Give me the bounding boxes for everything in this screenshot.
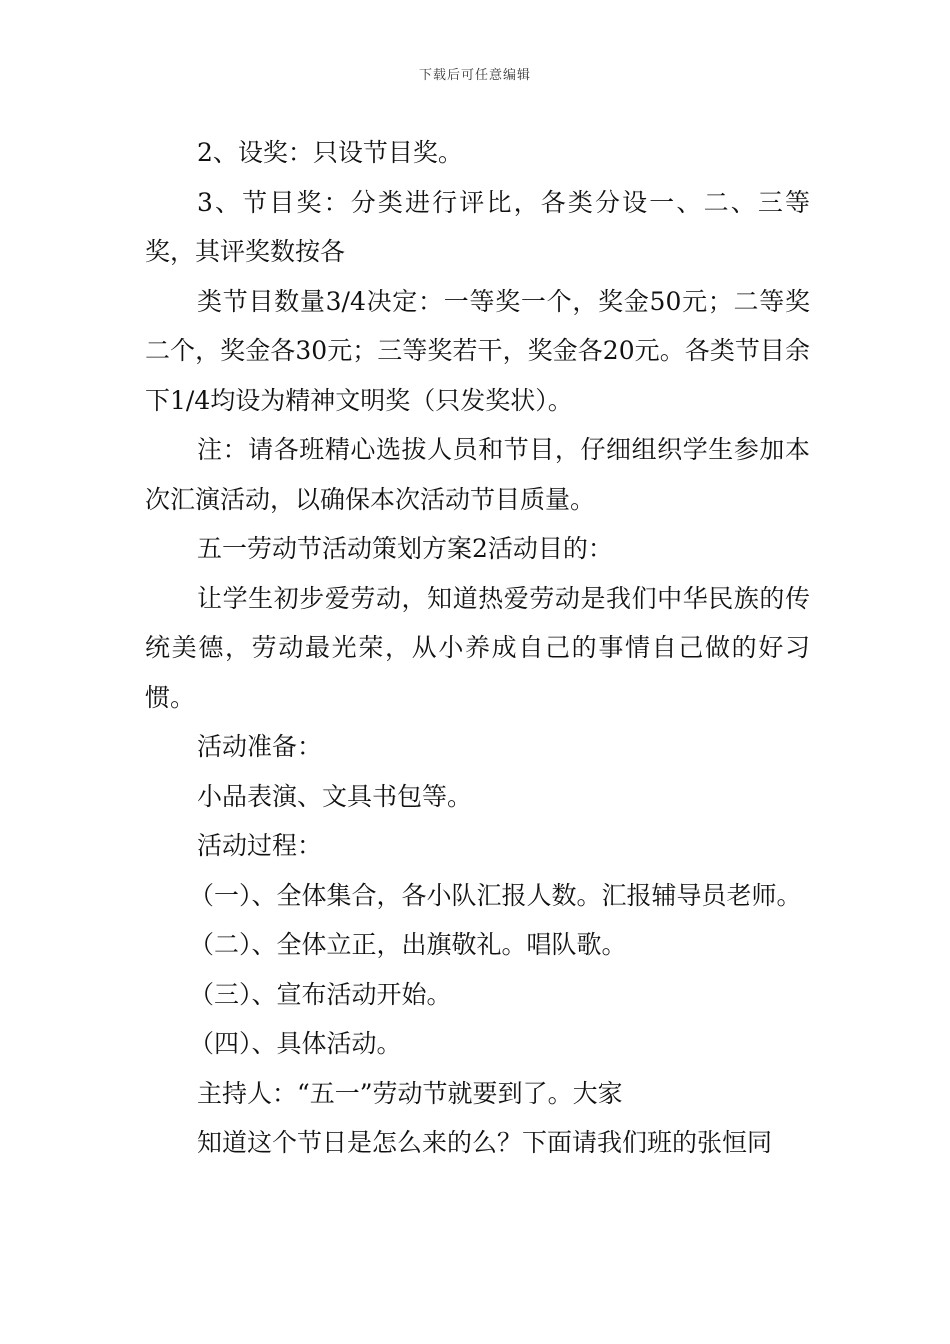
paragraph-program-award: 3、节目奖：分类进行评比，各类分设一、二、三等奖，其评奖数按各 <box>145 187 810 266</box>
paragraph-award-detail: 类节目数量3/4决定：一等奖一个，奖金50元；二等奖二个，奖金各30元；三等奖若干，奖金各20元。各类节目余下1/4均设为精神文明奖（只发奖状）。 <box>145 286 810 415</box>
paragraph-host-line: 主持人：“五一”劳动节就要到了。大家 <box>197 1078 623 1108</box>
paragraph-purpose: 让学生初步爱劳动，知道热爱劳动是我们中华民族的传统美德，劳动最光荣，从小养成自己的事情自己做的好习惯。 <box>145 583 810 712</box>
paragraph-step-4: （四）、具体活动。 <box>189 1029 402 1058</box>
paragraph-plan-title: 五一劳动节活动策划方案2活动目的： <box>197 534 613 563</box>
page-header: 下载后可任意编辑 <box>418 68 531 83</box>
paragraph-process-heading: 活动过程： <box>197 831 323 860</box>
paragraph-note: 注：请各班精心选拔人员和节目，仔细组织学生参加本次汇演活动，以确保本次活动节目质量。 <box>145 435 810 514</box>
paragraph-step-3: （三）、宣布活动开始。 <box>189 979 452 1009</box>
paragraph-host-question: 知道这个节日是怎么来的么？下面请我们班的张恒同 <box>197 1128 773 1157</box>
paragraph-award-setting: 2、设奖：只设节目奖。 <box>197 138 463 167</box>
paragraph-preparation-items: 小品表演、文具书包等。 <box>197 781 473 811</box>
paragraph-step-2: （二）、全体立正，出旗敬礼。唱队歌。 <box>189 930 627 959</box>
paragraph-step-1: （一）、全体集合，各小队汇报人数。汇报辅导员老师。 <box>189 880 802 910</box>
document-body <box>145 128 810 1168</box>
paragraph-preparation-heading: 活动准备： <box>197 732 323 761</box>
